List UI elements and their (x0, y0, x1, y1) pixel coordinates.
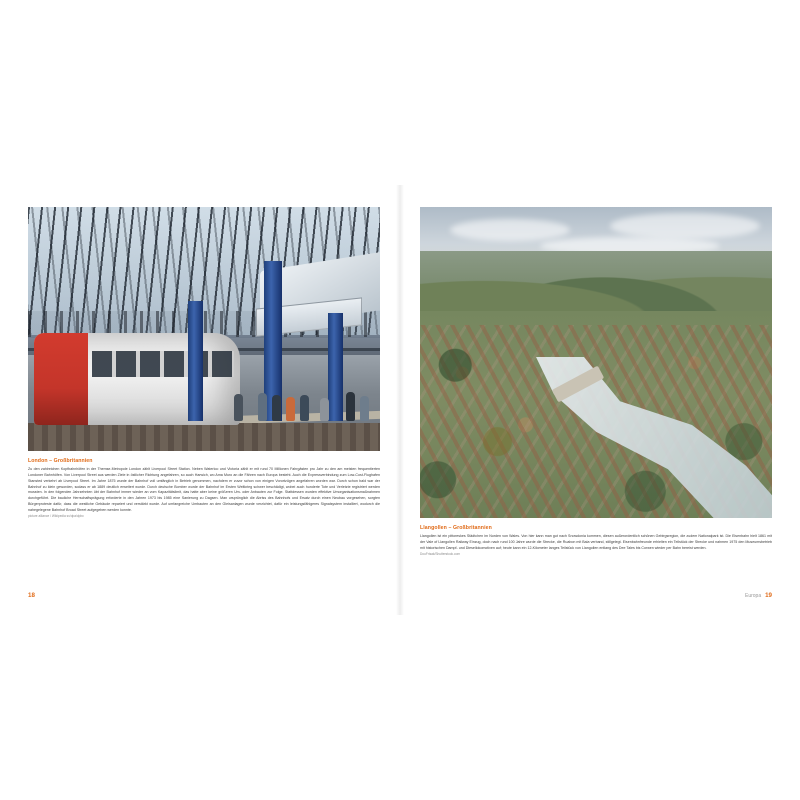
passenger (346, 392, 355, 421)
station-illustration (28, 207, 380, 451)
passenger (234, 394, 243, 421)
train (34, 333, 240, 425)
cloud (610, 213, 760, 239)
left-caption-title: London – Großbritannien (28, 458, 93, 464)
station-column (188, 301, 203, 421)
right-folio (745, 592, 772, 599)
left-folio (28, 592, 35, 599)
liverpool-street-station-photo (28, 207, 380, 451)
llangollen-aerial-photo (420, 207, 772, 518)
left-page (0, 185, 400, 615)
right-page-number: 19 (765, 592, 772, 599)
right-caption-body: Llangollen ist ein pittoreskes Städtchen im Norden von Wales. Von hier kann man gut nach Snowdonia kommen, diesen außerordentlich schönen Gebirgsregion, die zudem Nationalpark ist. Die Eisenbahn hielt 1861 mit der Vale of Llangollen Railway Einzug, doch nach rund 100 Jahre wurde die Strecke, die Ruabon mit Bala verband, stillgelegt. Eisenbahnfreunde erhielten ein Teilstück der Strecke und nahmen 1975 den Museumsbetrieb mit historischen Dampf- und Diesellokomotiven auf; heute kann ein 12-Kilometer langes Teilstück von Llangollen entlang des Dee Tales bis Corwen wieder per Bahn bereist werden. (420, 534, 772, 550)
right-caption-credit: DouFrisak/Shutterstock.com (420, 551, 461, 556)
right-caption-title: Llangollen – Großbritannien (420, 525, 492, 531)
left-caption-credit: picture alliance / Wikipedia sv/dpa/dpbc (28, 513, 84, 518)
left-page-number: 18 (28, 592, 35, 599)
chapter-label: Europa (744, 593, 762, 599)
station-track (28, 423, 380, 451)
cloud (450, 219, 570, 241)
left-caption-body: Zu den zahlreichen Kopfbahnhöfen in der Themse-Metropole London zählt Liverpool Street Station. Neben Waterloo und Victoria zählt er mit rund 70 Millionen Fahrgästen pro Jahr zu den am meisten frequentierten Londoner Bahnhöfen. Von Liverpool Street aus werden Ziele in östlicher Richtung angefahren, so auch Harwich, wo Ama Muro an die Fähren nach Europa besteht. Auch die Expressverbindung zum Low-Cost-Flughafen Stansted verkehrt ab Liverpool Street. Im Jahre 1875 wurde der Bahnhof voll umfänglich in Betrieb genommen, nachdem er zuvor schon von einigen Vorortzügen angefahren worden war. Durch schon bald war der Bahnhof zu klein geworden, sodass er ab 1889 deutlich erweitert wurde. Durch deutsche Bomber wurde der Bahnhof im Ersten Weltkrieg schwer beschädigt, wobei auch hunderte Tote und Verletzte registriert werden mussten. In den folgenden Jahrzehnten übt der Bahnhof immer wieder an vom Kapazitätslimit, das hatte aber keine größeren Um- oder Anbauten zur Folge. Stattdessen wurden effektive Umorganisationsmaßnahmen durchgeführt. Die bauliche Herrschaftsprägung erforderte in den Jahren 1973 bis 1985 eine Sanierung zu Dagsen. Man ursprünglich die Abriss des Bahnhofs und Ersatz durch einen Neubau vorgesehen, sorgten Bürgerproteste dafür, dass die westliche Gebäude repariert und verstärkt wurde. Auf umfangreiche Umbauten an den Gleisanlagen wurde verzichtet, dafür ein leistungsfähigeres Signalsystem installiert, wodurch die nahegelegene Bahnhof Broad Street aufgegeben werden konnte. (28, 467, 380, 512)
passenger (360, 396, 369, 421)
passenger (258, 393, 267, 421)
llangollen-illustration (420, 207, 772, 518)
right-page (400, 185, 800, 615)
station-column (328, 313, 343, 421)
passenger (300, 395, 309, 421)
passenger (320, 398, 329, 421)
passenger (286, 397, 295, 421)
passenger (272, 395, 281, 421)
book-spread (0, 185, 800, 615)
